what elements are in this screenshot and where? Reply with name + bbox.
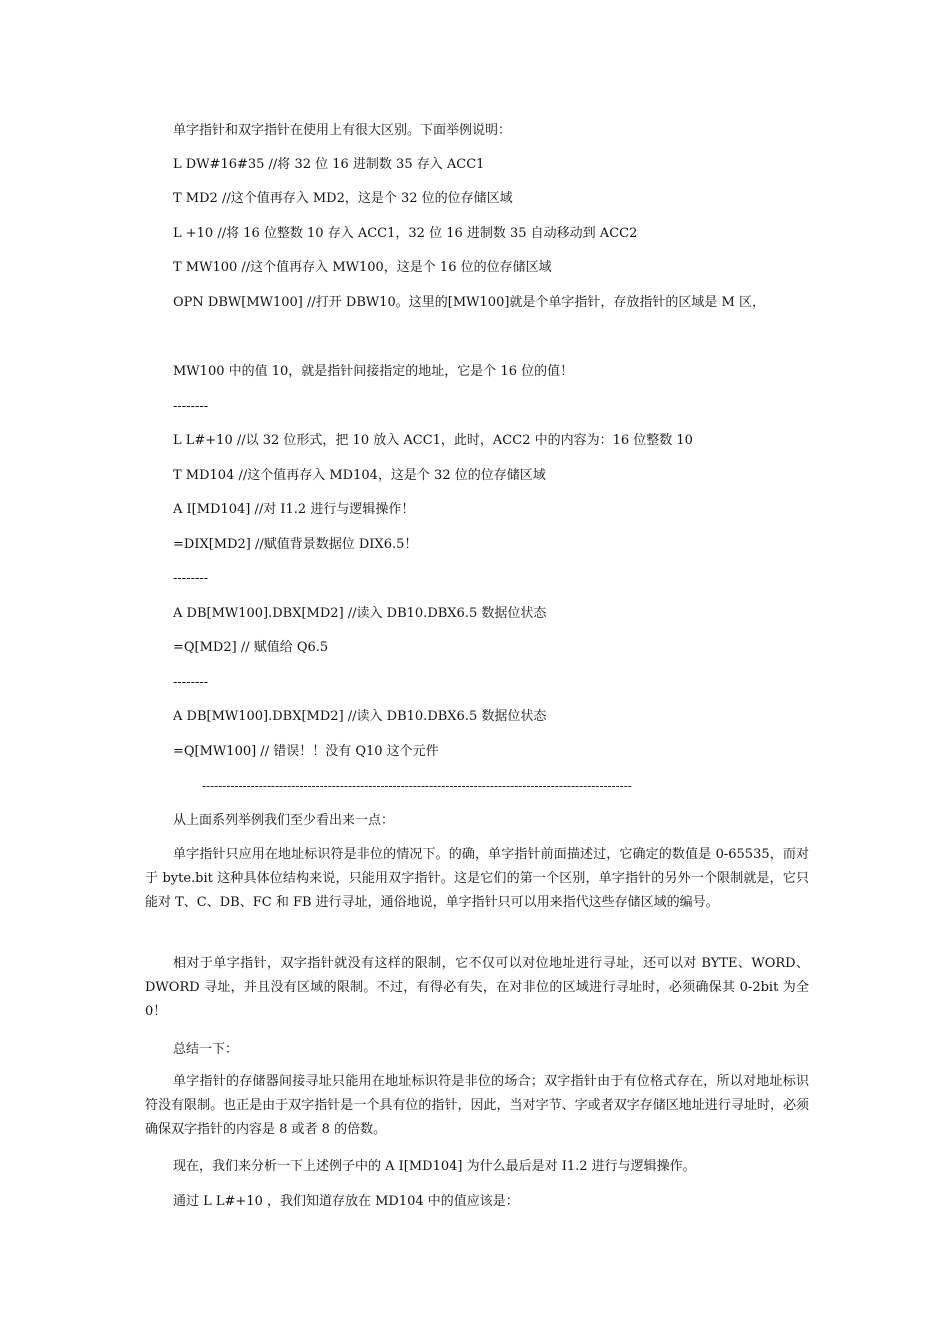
code-line: =Q[MD2] // 赋值给 Q6.5 xyxy=(173,640,329,655)
intro-line: 单字指针和双字指针在使用上有很大区别。下面举例说明： xyxy=(173,123,512,138)
code-line: OPN DBW[MW100] //打开 DBW10。这里的[MW100]就是个单字指针，存放指针的区域是 M 区， xyxy=(173,295,765,310)
analysis-line: 现在，我们来分析一下上述例子中的 A I[MD104] 为什么最后是对 I1.2 进行与逻辑操作。 xyxy=(173,1159,696,1174)
code-line: A DB[MW100].DBX[MD2] //读入 DB10.DBX6.5 数据位状态 xyxy=(173,606,547,621)
dash-divider: -------- xyxy=(173,675,209,690)
paragraph-conclusion: 单字指针的存储器间接寻址只能用在地址标识符是非位的场合；双字指针由于有位格式存在，所以对地址标识符没有限制。也正是由于双字指针是一个具有位的指针，因此，当对字节、字或者双字存储区地址进行寻址时，必须确保双字指针的内容是 8 或者 8 的倍数。 xyxy=(145,1074,809,1137)
code-line: =DIX[MD2] //赋值背景数据位 DIX6.5！ xyxy=(173,537,418,552)
code-line: T MD104 //这个值再存入 MD104，这是个 32 位的位存储区域 xyxy=(173,468,546,483)
code-line: A DB[MW100].DBX[MD2] //读入 DB10.DBX6.5 数据位状态 xyxy=(173,709,547,724)
paragraph-single-pointer: 单字指针只应用在地址标识符是非位的情况下。的确，单字指针前面描述过，它确定的数值是 0-65535，而对于 byte.bit 这种具体位结构来说，只能用双字指针。这是它们的第一个区别，单字指针的另外一个限制就是，它只能对 T、C、DB、FC 和 FB 进行寻址，通俗地说，单字指针只可以用来指代这些存储区域的编号。 xyxy=(145,847,809,910)
final-line: 通过 L L#+10 ，我们知道存放在 MD104 中的值应该是： xyxy=(173,1194,519,1209)
conclusion-title: 总结一下： xyxy=(173,1042,239,1057)
dash-divider: -------- xyxy=(173,399,209,414)
code-line: T MD2 //这个值再存入 MD2，这是个 32 位的位存储区域 xyxy=(173,191,513,206)
code-line: =Q[MW100] // 错误！！没有 Q10 这个元件 xyxy=(173,744,439,759)
code-line: L +10 //将 16 位整数 10 存入 ACC1，32 位 16 进制数 35 自动移动到 ACC2 xyxy=(173,226,638,241)
long-separator: ---------------------------------------------------------------------------------------------------------- xyxy=(202,779,632,793)
code-line: MW100 中的值 10，就是指针间接指定的地址，它是个 16 位的值！ xyxy=(173,364,574,379)
code-line: L L#+10 //以 32 位形式，把 10 放入 ACC1，此时，ACC2 中的内容为：16 位整数 10 xyxy=(173,433,693,448)
code-line: T MW100 //这个值再存入 MW100，这是个 16 位的位存储区域 xyxy=(173,260,552,275)
summary-intro: 从上面系列举例我们至少看出来一点： xyxy=(173,813,395,828)
paragraph-double-pointer: 相对于单字指针，双字指针就没有这样的限制，它不仅可以对位地址进行寻址，还可以对 BYTE、WORD、DWORD 寻址，并且没有区域的限制。不过，有得必有失，在对非位的区域进行寻址时，必须确保其 0-2bit 为全 0！ xyxy=(145,956,809,1019)
code-line: L DW#16#35 //将 32 位 16 进制数 35 存入 ACC1 xyxy=(173,157,485,172)
dash-divider: -------- xyxy=(173,571,209,586)
code-line: A I[MD104] //对 I1.2 进行与逻辑操作！ xyxy=(173,502,415,517)
